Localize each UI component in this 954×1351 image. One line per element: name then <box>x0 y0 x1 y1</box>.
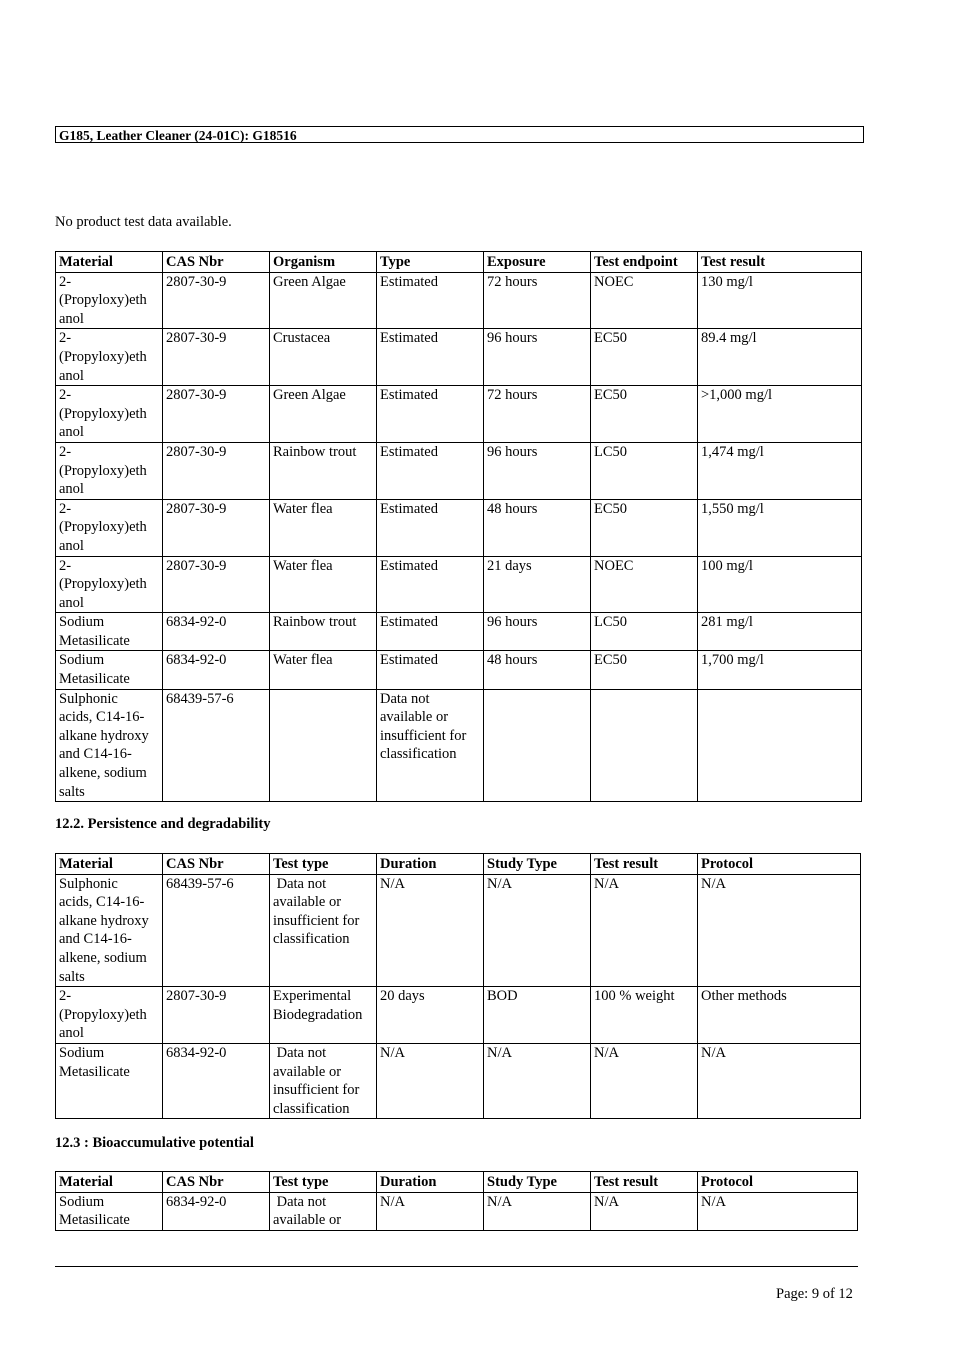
table-cell: N/A <box>698 1192 858 1230</box>
table-cell: 68439-57-6 <box>163 874 270 987</box>
table-cell <box>698 689 862 802</box>
table-cell: Sodium Metasilicate <box>56 1192 163 1230</box>
table-cell: 96 hours <box>484 329 591 386</box>
table-cell: Green Algae <box>270 272 377 329</box>
table-header-row <box>56 1172 858 1193</box>
table-row <box>56 1043 861 1118</box>
persistence-table <box>55 853 861 1119</box>
table-cell: Crustacea <box>270 329 377 386</box>
table-cell: 72 hours <box>484 272 591 329</box>
document-header-title: G185, Leather Cleaner (24-01C): G18516 <box>55 126 864 143</box>
table-cell: Other methods <box>698 987 861 1044</box>
table-cell: N/A <box>591 1043 698 1118</box>
column-header: Material <box>56 854 163 875</box>
column-header: Test endpoint <box>591 252 698 273</box>
table-row <box>56 499 862 556</box>
no-test-data-note: No product test data available. <box>55 214 232 230</box>
table-row <box>56 613 862 651</box>
table-cell: 1,550 mg/l <box>698 499 862 556</box>
table-cell: 100 mg/l <box>698 556 862 613</box>
column-header: Test result <box>591 1172 698 1193</box>
table-cell: Estimated <box>377 651 484 689</box>
table-cell: Estimated <box>377 386 484 443</box>
table-cell: 48 hours <box>484 651 591 689</box>
table-cell: Estimated <box>377 272 484 329</box>
table-cell: 68439-57-6 <box>163 689 270 802</box>
table-row <box>56 556 862 613</box>
table-cell: 1,474 mg/l <box>698 442 862 499</box>
table-cell: 2807-30-9 <box>163 987 270 1044</box>
table-row <box>56 442 862 499</box>
table-cell: Sodium Metasilicate <box>56 1043 163 1118</box>
table-cell: 2807-30-9 <box>163 499 270 556</box>
table-cell: 130 mg/l <box>698 272 862 329</box>
table-row <box>56 272 862 329</box>
table-cell: 2- (Propyloxy)eth anol <box>56 987 163 1044</box>
table-row <box>56 689 862 802</box>
table-cell: 6834-92-0 <box>163 613 270 651</box>
table-cell: Data not available or insufficient for classification <box>270 1043 377 1118</box>
table-cell: Experimental Biodegradation <box>270 987 377 1044</box>
table-row <box>56 1192 858 1230</box>
table-cell: 89.4 mg/l <box>698 329 862 386</box>
column-header: Duration <box>377 854 484 875</box>
section-heading-bioaccumulative: 12.3 : Bioaccumulative potential <box>55 1135 254 1151</box>
table-cell: Data not available or insufficient for classification <box>377 689 484 802</box>
table-cell: 2807-30-9 <box>163 442 270 499</box>
table-row <box>56 874 861 987</box>
table-cell: N/A <box>591 1192 698 1230</box>
table-cell: EC50 <box>591 651 698 689</box>
table-cell: Sodium Metasilicate <box>56 613 163 651</box>
table-cell: N/A <box>698 1043 861 1118</box>
column-header: Type <box>377 252 484 273</box>
table-header-row <box>56 252 862 273</box>
column-header: Test result <box>591 854 698 875</box>
table-cell: 2- (Propyloxy)eth anol <box>56 499 163 556</box>
table-cell: BOD <box>484 987 591 1044</box>
table-cell: NOEC <box>591 272 698 329</box>
column-header: Test result <box>698 252 862 273</box>
table-cell: 96 hours <box>484 613 591 651</box>
section-heading-persistence: 12.2. Persistence and degradability <box>55 816 271 832</box>
table-row <box>56 651 862 689</box>
table-cell: LC50 <box>591 442 698 499</box>
table-cell: 6834-92-0 <box>163 1192 270 1230</box>
column-header: CAS Nbr <box>163 1172 270 1193</box>
table-cell: Estimated <box>377 499 484 556</box>
column-header: Protocol <box>698 1172 858 1193</box>
table-cell: N/A <box>591 874 698 987</box>
table-cell: N/A <box>377 1043 484 1118</box>
table-cell: Sulphonic acids, C14-16- alkane hydroxy and C14-16- alkene, sodium salts <box>56 874 163 987</box>
table-header-row <box>56 854 861 875</box>
table-cell: 1,700 mg/l <box>698 651 862 689</box>
table-cell: 20 days <box>377 987 484 1044</box>
table-cell: 6834-92-0 <box>163 1043 270 1118</box>
table-cell: 2- (Propyloxy)eth anol <box>56 329 163 386</box>
table-cell: 2- (Propyloxy)eth anol <box>56 556 163 613</box>
table-cell: EC50 <box>591 329 698 386</box>
column-header: Exposure <box>484 252 591 273</box>
table-cell: Data not available or insufficient for classification <box>270 874 377 987</box>
table-cell: Estimated <box>377 442 484 499</box>
table-row <box>56 386 862 443</box>
table-cell: Water flea <box>270 651 377 689</box>
column-header: CAS Nbr <box>163 854 270 875</box>
table-cell: N/A <box>377 874 484 987</box>
column-header: Test type <box>270 1172 377 1193</box>
table-cell: LC50 <box>591 613 698 651</box>
table-cell: 21 days <box>484 556 591 613</box>
table-cell <box>270 689 377 802</box>
table-cell: 2- (Propyloxy)eth anol <box>56 386 163 443</box>
table-cell: EC50 <box>591 499 698 556</box>
table-cell: 2807-30-9 <box>163 386 270 443</box>
column-header: Protocol <box>698 854 861 875</box>
table-cell: Estimated <box>377 613 484 651</box>
table-cell: 48 hours <box>484 499 591 556</box>
table-cell: EC50 <box>591 386 698 443</box>
table-cell: NOEC <box>591 556 698 613</box>
table-cell: Data not available or <box>270 1192 377 1230</box>
column-header: Study Type <box>484 1172 591 1193</box>
table-cell: 2- (Propyloxy)eth anol <box>56 442 163 499</box>
table-cell: 2807-30-9 <box>163 272 270 329</box>
column-header: Organism <box>270 252 377 273</box>
table-cell: N/A <box>698 874 861 987</box>
table-cell: Water flea <box>270 556 377 613</box>
bioaccumulative-table <box>55 1171 858 1231</box>
table-cell: N/A <box>484 1192 591 1230</box>
page-number: Page: 9 of 12 <box>776 1286 853 1302</box>
table-cell: 2807-30-9 <box>163 329 270 386</box>
table-row <box>56 987 861 1044</box>
table-cell: Rainbow trout <box>270 442 377 499</box>
table-cell <box>484 689 591 802</box>
table-cell: 100 % weight <box>591 987 698 1044</box>
table-cell: Rainbow trout <box>270 613 377 651</box>
column-header: Test type <box>270 854 377 875</box>
column-header: Duration <box>377 1172 484 1193</box>
table-cell: 96 hours <box>484 442 591 499</box>
table-cell: Sodium Metasilicate <box>56 651 163 689</box>
table-cell: Estimated <box>377 329 484 386</box>
column-header: Material <box>56 1172 163 1193</box>
column-header: Material <box>56 252 163 273</box>
table-cell: Green Algae <box>270 386 377 443</box>
footer-divider <box>55 1266 858 1267</box>
table-cell: 281 mg/l <box>698 613 862 651</box>
table-cell: 2- (Propyloxy)eth anol <box>56 272 163 329</box>
table-cell: >1,000 mg/l <box>698 386 862 443</box>
column-header: Study Type <box>484 854 591 875</box>
column-header: CAS Nbr <box>163 252 270 273</box>
table-cell: Estimated <box>377 556 484 613</box>
table-cell: Water flea <box>270 499 377 556</box>
table-cell: Sulphonic acids, C14-16- alkane hydroxy and C14-16- alkene, sodium salts <box>56 689 163 802</box>
table-cell: 2807-30-9 <box>163 556 270 613</box>
table-cell <box>591 689 698 802</box>
table-row <box>56 329 862 386</box>
table-cell: 72 hours <box>484 386 591 443</box>
table-cell: 6834-92-0 <box>163 651 270 689</box>
table-cell: N/A <box>484 874 591 987</box>
table-cell: N/A <box>484 1043 591 1118</box>
ecotoxicity-table <box>55 251 862 802</box>
table-cell: N/A <box>377 1192 484 1230</box>
